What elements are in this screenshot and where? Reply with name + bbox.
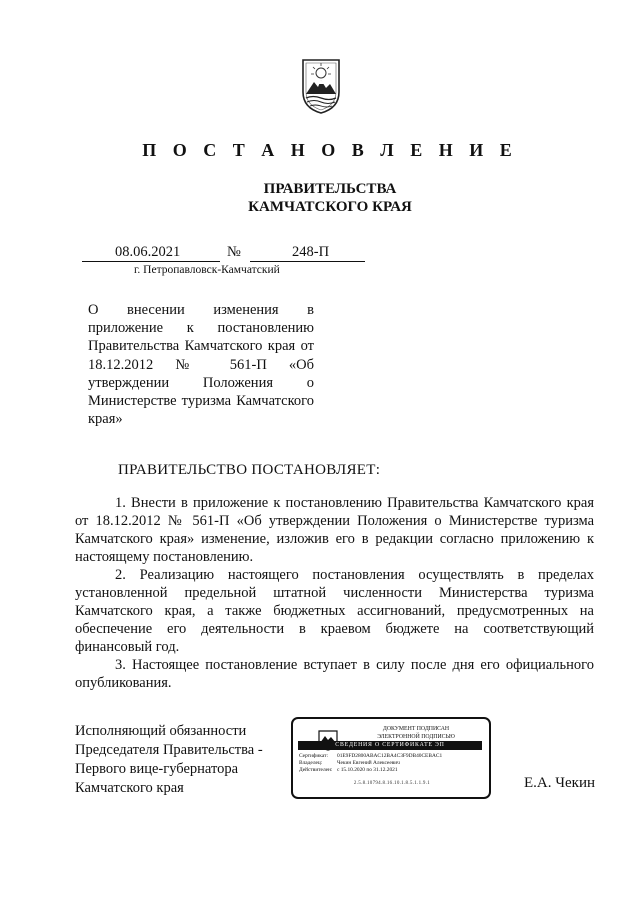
stamp-row-owner — [299, 760, 485, 767]
coat-of-arms-emblem — [300, 58, 342, 114]
decree-heading: ПРАВИТЕЛЬСТВО ПОСТАНОВЛЯЕТ: — [118, 462, 381, 478]
paragraph-2: 2. Реализацию настоящего постановления осуществлять в пределах установленной предельной штатной численности Министерства туризма Камчатского края, а также бюджетных ассигнований, предусмотренных на обеспечение его деятельности в краевом бюджете на соответствующий финансовый год. — [75, 567, 594, 655]
paragraph-3: 3. Настоящее постановление вступает в силу после дня его официального опубликования. — [75, 657, 594, 691]
validity-value: с 15.10.2020 по 31.12.2021 — [337, 767, 398, 773]
signatory-name: Е.А. Чекин — [524, 775, 595, 791]
number-underline — [250, 261, 365, 262]
date-underline — [82, 261, 220, 262]
signatory-role-line-3: Первого вице-губернатора — [75, 761, 239, 777]
stamp-header-line-2: ЭЛЕКТРОННОЙ ПОДПИСЬЮ — [377, 734, 455, 740]
certificate-value: 01E9FD2800ABAC12BA4C3F9DB40CEBAC1 — [337, 753, 443, 759]
document-type-title: П О С Т А Н О В Л Е Н И Е — [142, 140, 518, 160]
document-body — [75, 494, 594, 692]
signatory-role-line-1: Исполняющий обязанности — [75, 723, 247, 739]
number-sign: № — [227, 244, 241, 260]
owner-label: Владелец: — [299, 760, 323, 766]
signatory-role-line-2: Председателя Правительства - — [75, 742, 263, 758]
document-subject: О внесении изменения в приложение к постановлению Правительства Камчатского края от 18.12.2012 № 561-П «Об утверждении Положения о Министерстве туризма Камчатского края» — [88, 302, 314, 428]
city-label: г. Петропавловск-Камчатский — [134, 264, 280, 276]
stamp-details — [299, 753, 485, 774]
issuer-line-1: ПРАВИТЕЛЬСТВА — [263, 181, 397, 197]
signatory-position — [75, 722, 263, 798]
stamp-band: СВЕДЕНИЯ О СЕРТИФИКАТЕ ЭП — [298, 741, 482, 750]
document-date: 08.06.2021 — [115, 244, 181, 260]
issuer-line-2: КАМЧАТСКОГО КРАЯ — [248, 199, 412, 215]
owner-value: Чекин Евгений Алексеевич — [337, 760, 400, 766]
electronic-signature-stamp — [291, 717, 491, 799]
signatory-role-line-4: Камчатского края — [75, 780, 184, 796]
stamp-header-line-1: ДОКУМЕНТ ПОДПИСАН — [382, 726, 450, 732]
validity-label: Действителен: — [299, 767, 333, 773]
issuer-block — [0, 180, 640, 216]
stamp-row-validity — [299, 767, 485, 774]
stamp-header — [351, 725, 481, 741]
stamp-row-certificate — [299, 753, 485, 760]
certificate-label: Сертификат: — [299, 753, 328, 759]
document-number: 248-П — [292, 244, 330, 260]
paragraph-1: 1. Внести в приложение к постановлению Правительства Камчатского края от 18.12.2012 № 561-П «Об утверждении Положения о Министерстве туризма Камчатского края» изменение, изложив его в редакции согласно приложению к настоящему постановлению. — [75, 495, 594, 565]
date-number-line — [82, 246, 365, 262]
stamp-footer-code: 2.5.8.10794.8.16.10.1.8.5.1.1.9.1 — [353, 781, 431, 786]
